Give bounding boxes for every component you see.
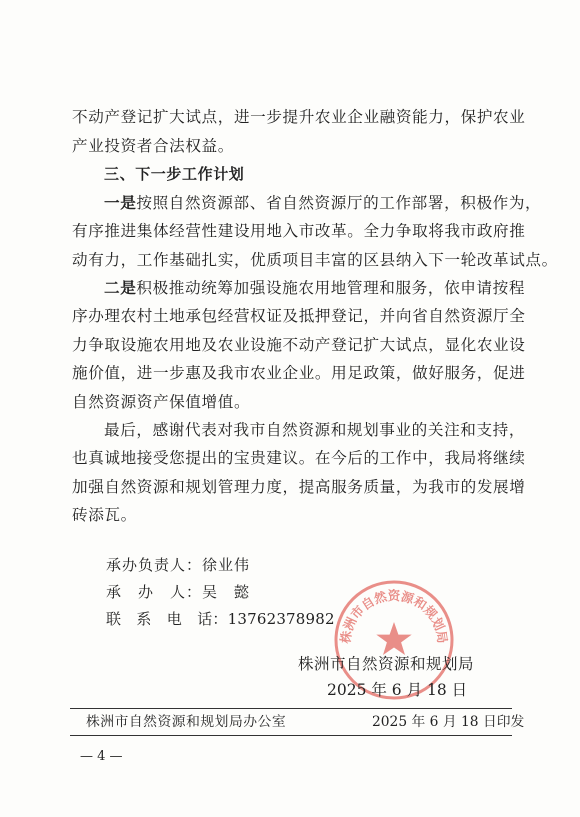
contact-handler: 承 办 人：吴 懿 xyxy=(106,583,251,601)
signature-org: 株洲市自然资源和规划局 xyxy=(298,655,475,673)
body-line: 自然资源资产保值增值。 xyxy=(72,393,251,411)
signature-date: 2025 年 6 月 18 日 xyxy=(327,681,468,699)
body-line: 力争取设施农用地及农业设施不动产登记扩大试点，显化农业设 xyxy=(72,336,526,354)
body-line xyxy=(104,278,526,298)
contact-responsible: 承办负责人：徐业伟 xyxy=(106,556,251,574)
footer-office: 株洲市自然资源和规划局办公室 xyxy=(86,714,287,730)
footer-issue-date: 2025 年 6 月 18 日印发 xyxy=(372,714,525,730)
body-line: 也真诚地接受您提出的宝贵建议。在今后的工作中，我局将继续 xyxy=(72,449,526,467)
contact-phone: 联 系 电 话：13762378982 xyxy=(106,610,335,628)
footer-rule-top xyxy=(70,708,512,709)
body-line: 动有力，工作基础扎实，优质项目丰富的区县纳入下一轮改革试点。 xyxy=(72,251,558,269)
para-lead: 一是 xyxy=(104,194,137,212)
body-line: 有序推进集体经营性建设用地入市改革。全力争取将我市政府推 xyxy=(72,222,526,240)
footer-rule-bottom xyxy=(70,735,512,736)
para-lead: 二是 xyxy=(104,279,137,297)
seal-text: 株洲市自然资源和规划局 xyxy=(337,588,451,645)
body-line: 施价值，进一步惠及我市农业企业。用足政策，做好服务，促进 xyxy=(72,364,526,382)
body-line: 序办理农村土地承包经营权证及抵押登记，并向省自然资源厅全 xyxy=(72,307,526,325)
seal-star-icon xyxy=(376,622,411,655)
body-line: 加强自然资源和规划管理力度，提高服务质量，为我市的发展增 xyxy=(72,478,526,496)
para-text: 积极推动统筹加强设施农用地管理和服务，依申请按程 xyxy=(136,279,526,297)
body-line xyxy=(104,193,542,213)
page-number: — 4 — xyxy=(80,749,123,764)
body-line: 砖添瓦。 xyxy=(72,506,137,524)
body-line: 最后，感谢代表对我市自然资源和规划事业的关注和支持， xyxy=(104,421,526,439)
body-line: 产业投资者合法权益。 xyxy=(72,137,234,155)
para-text: 按照自然资源部、省自然资源厅的工作部署，积极作为， xyxy=(136,194,542,212)
section-heading: 三、下一步工作计划 xyxy=(104,165,245,183)
body-line: 不动产登记扩大试点，进一步提升农业企业融资能力，保护农业 xyxy=(72,108,526,126)
